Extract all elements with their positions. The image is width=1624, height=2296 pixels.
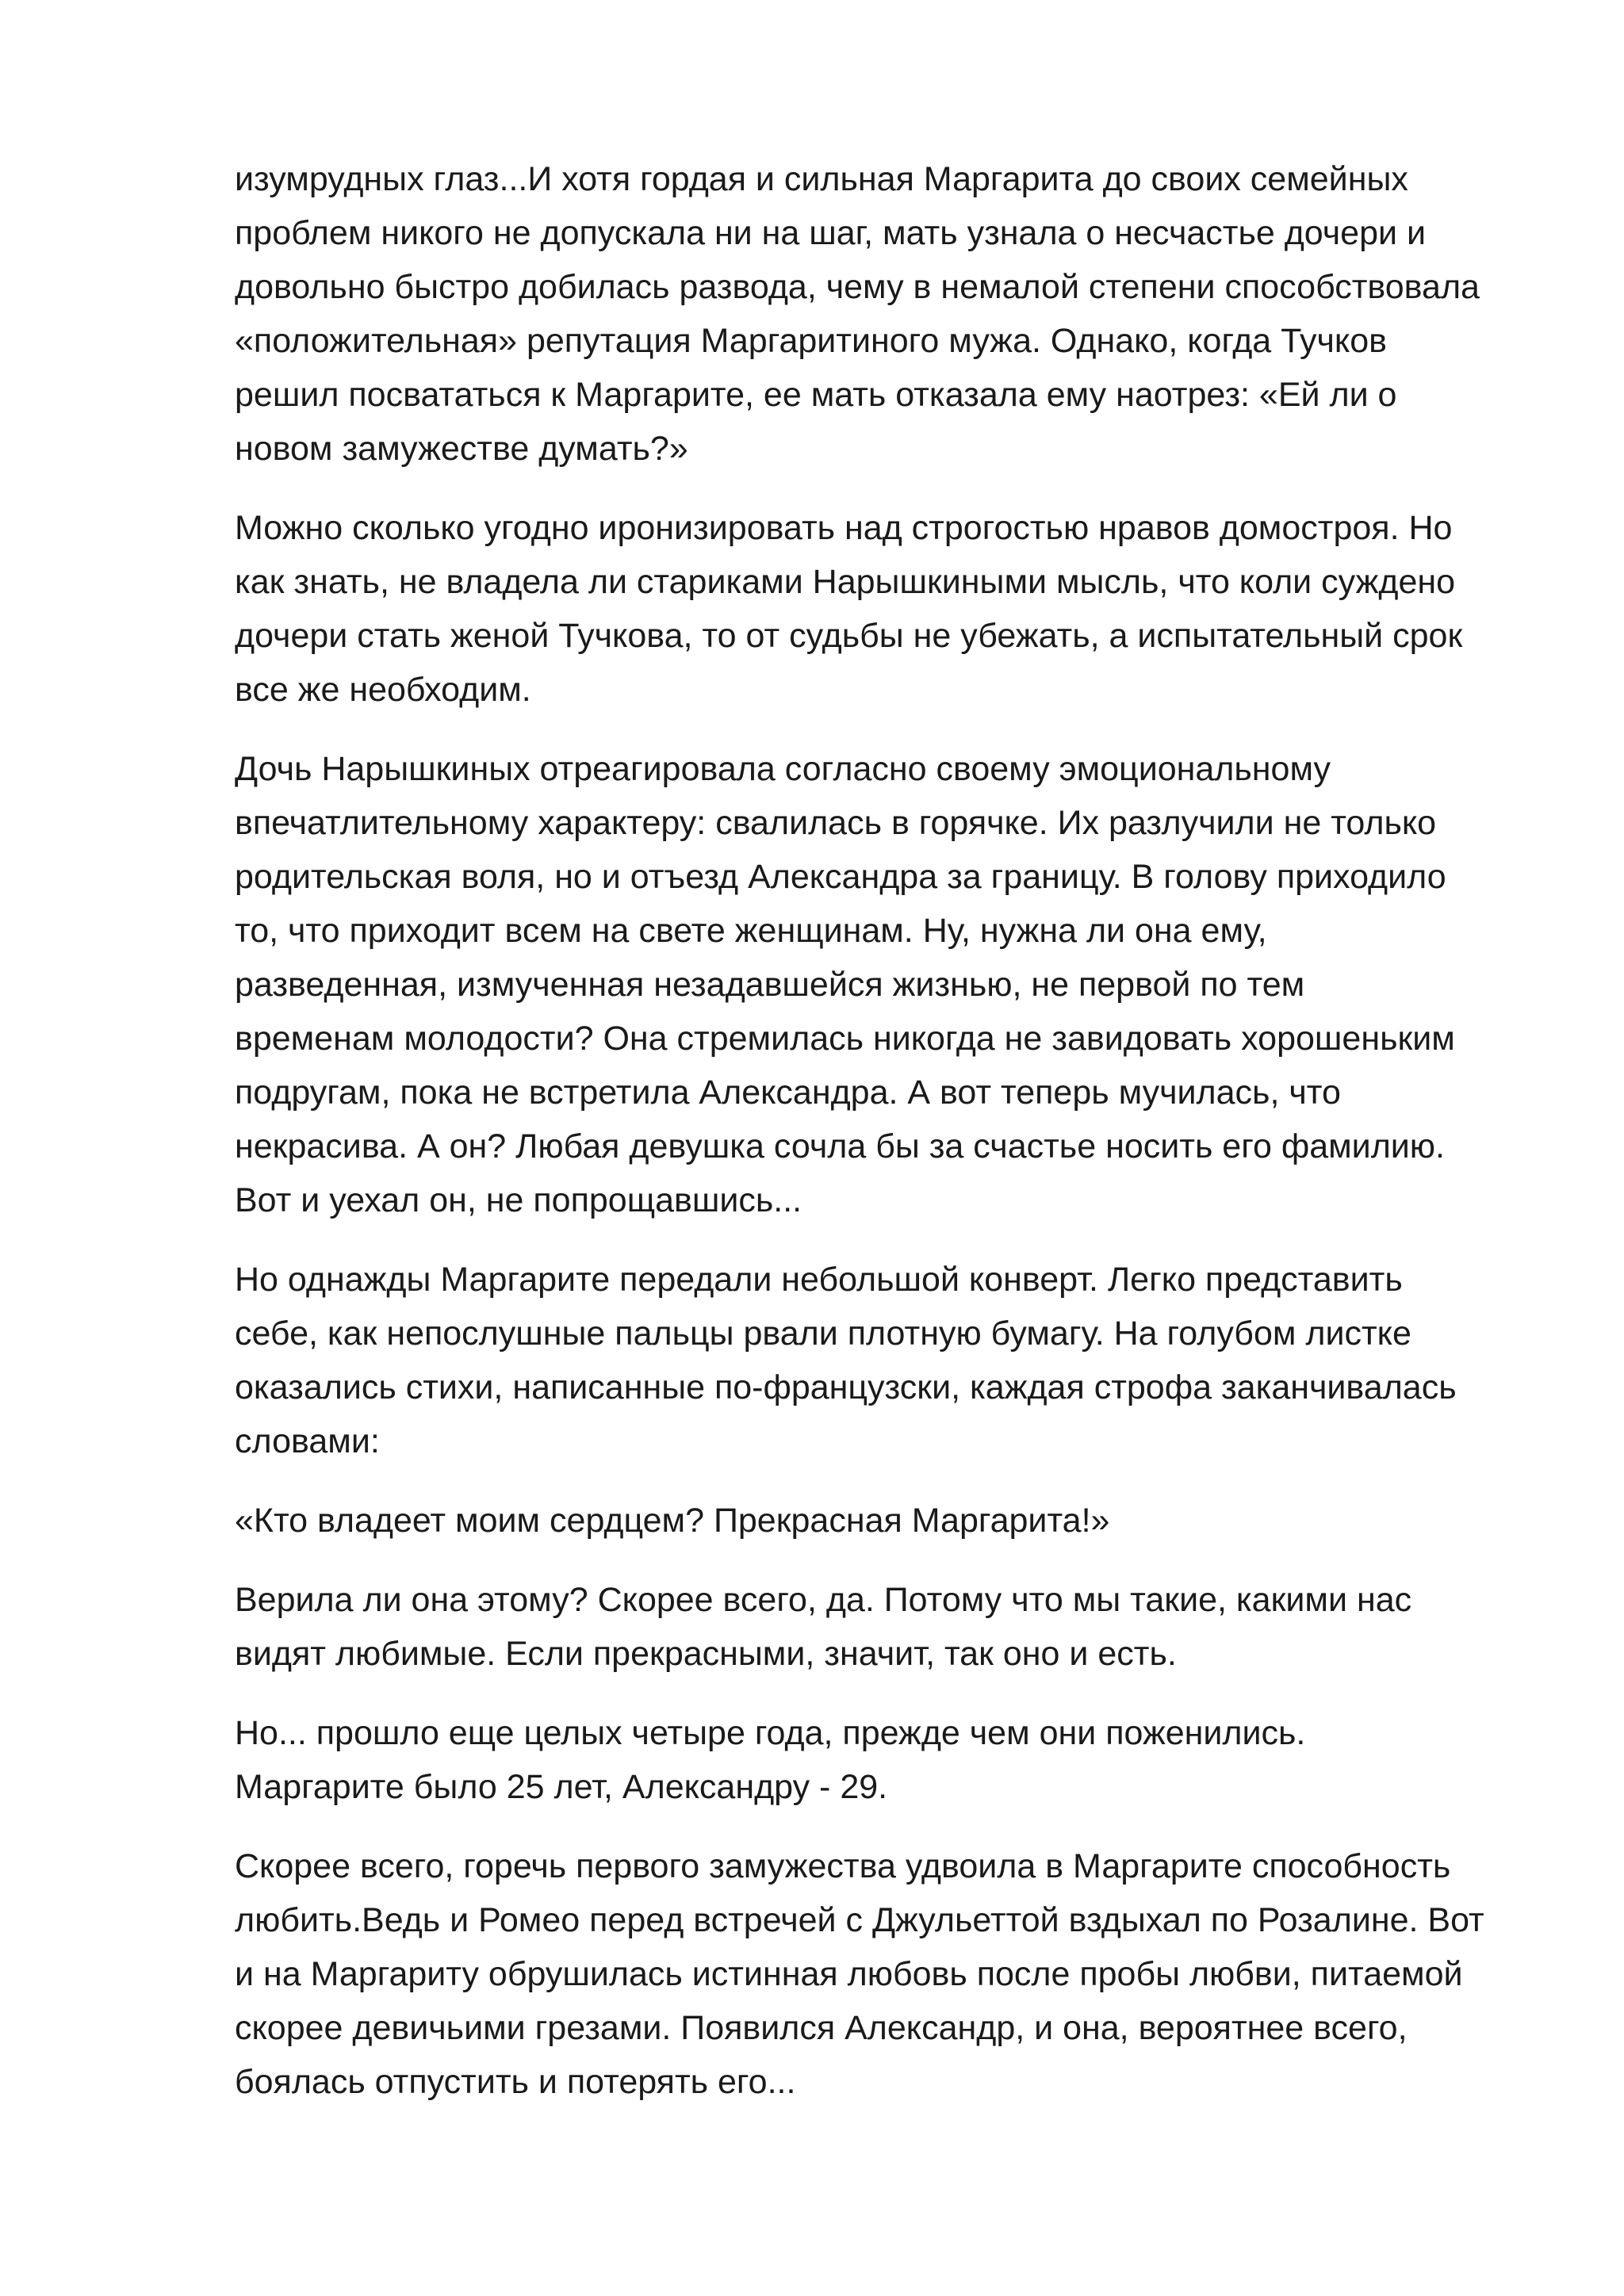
text-line: себе, как непослушные пальцы рвали плотную бумагу. На голубом листке [235,1314,1411,1353]
text-line: изумрудных глаз...И хотя гордая и сильная Маргарита до своих семейных [235,160,1408,198]
body-text [235,152,1535,2109]
text-line: все же необходим. [235,671,531,709]
text-line: проблем никого не допускала ни на шаг, мать узнала о несчастье дочери и [235,214,1426,252]
text-line: видят любимые. Если прекрасными, значит, так оно и есть. [235,1635,1177,1673]
text-line: решил посвататься к Маргарите, ее мать отказала ему наотрез: «Ей ли о [235,376,1397,414]
text-line: Но однажды Маргарите передали небольшой конверт. Легко представить [235,1261,1403,1299]
text-line: словами: [235,1422,380,1460]
text-line: Верила ли она этому? Скорее всего, да. Потому что мы такие, какими нас [235,1581,1412,1619]
text-line: Маргарите было 25 лет, Александру - 29. [235,1768,888,1806]
text-line: подругам, пока не встретила Александра. А вот теперь мучилась, что [235,1073,1341,1112]
text-line: дочери стать женой Тучкова, то от судьбы не убежать, а испытательный срок [235,617,1463,655]
text-line: оказались стихи, написанные по-французски, каждая строфа заканчивалась [235,1368,1457,1406]
text-line: временам молодости? Она стремилась никогда не завидовать хорошеньким [235,1020,1455,1058]
paragraph-7 [235,1706,1535,1814]
paragraph-4 [235,1253,1535,1468]
text-line: «положительная» репутация Маргаритиного мужа. Однако, когда Тучков [235,322,1387,360]
paragraph-3 [235,742,1535,1227]
text-line: Скорее всего, горечь первого замужества удвоила в Маргарите способность [235,1847,1451,1885]
paragraph-5-quote [235,1494,1535,1548]
text-line: впечатлительному характеру: свалилась в горячке. Их разлучили не только [235,804,1437,842]
text-line: некрасива. А он? Любая девушка сочла бы за счастье носить его фамилию. [235,1127,1445,1165]
text-line: разведенная, измученная незадавшейся жизнью, не первой по тем [235,966,1305,1004]
paragraph-2 [235,501,1535,717]
text-line: Дочь Нарышкиных отреагировала согласно своему эмоциональному [235,750,1331,788]
paragraph-6 [235,1573,1535,1681]
paragraph-8 [235,1839,1535,2109]
text-line: Но... прошло еще целых четыре года, прежде чем они поженились. [235,1714,1306,1752]
text-line: довольно быстро добилась развода, чему в немалой степени способствовала [235,268,1480,306]
text-line: родительская воля, но и отъезд Александра за границу. В голову приходило [235,858,1446,896]
text-line: Можно сколько угодно иронизировать над строгостью нравов домостроя. Но [235,509,1453,547]
text-line: как знать, не владела ли стариками Нарышкиными мысль, что коли суждено [235,563,1456,601]
text-line: то, что приходит всем на свете женщинам. Ну, нужна ли она ему, [235,912,1267,950]
text-line: любить.Ведь и Ромео перед встречей с Джульеттой вздыхал по Розалине. Вот [235,1901,1484,1939]
text-line: «Кто владеет моим сердцем? Прекрасная Маргарита!» [235,1502,1110,1540]
text-line: и на Маргариту обрушилась истинная любовь после пробы любви, питаемой [235,1955,1463,1993]
text-line: новом замужестве думать?» [235,430,688,468]
paragraph-1 [235,152,1535,476]
text-line: Вот и уехал он, не попрощавшись... [235,1181,802,1219]
text-line: скорее девичьими грезами. Появился Александр, и она, вероятнее всего, [235,2009,1408,2047]
text-line: боялась отпустить и потерять его... [235,2063,796,2101]
